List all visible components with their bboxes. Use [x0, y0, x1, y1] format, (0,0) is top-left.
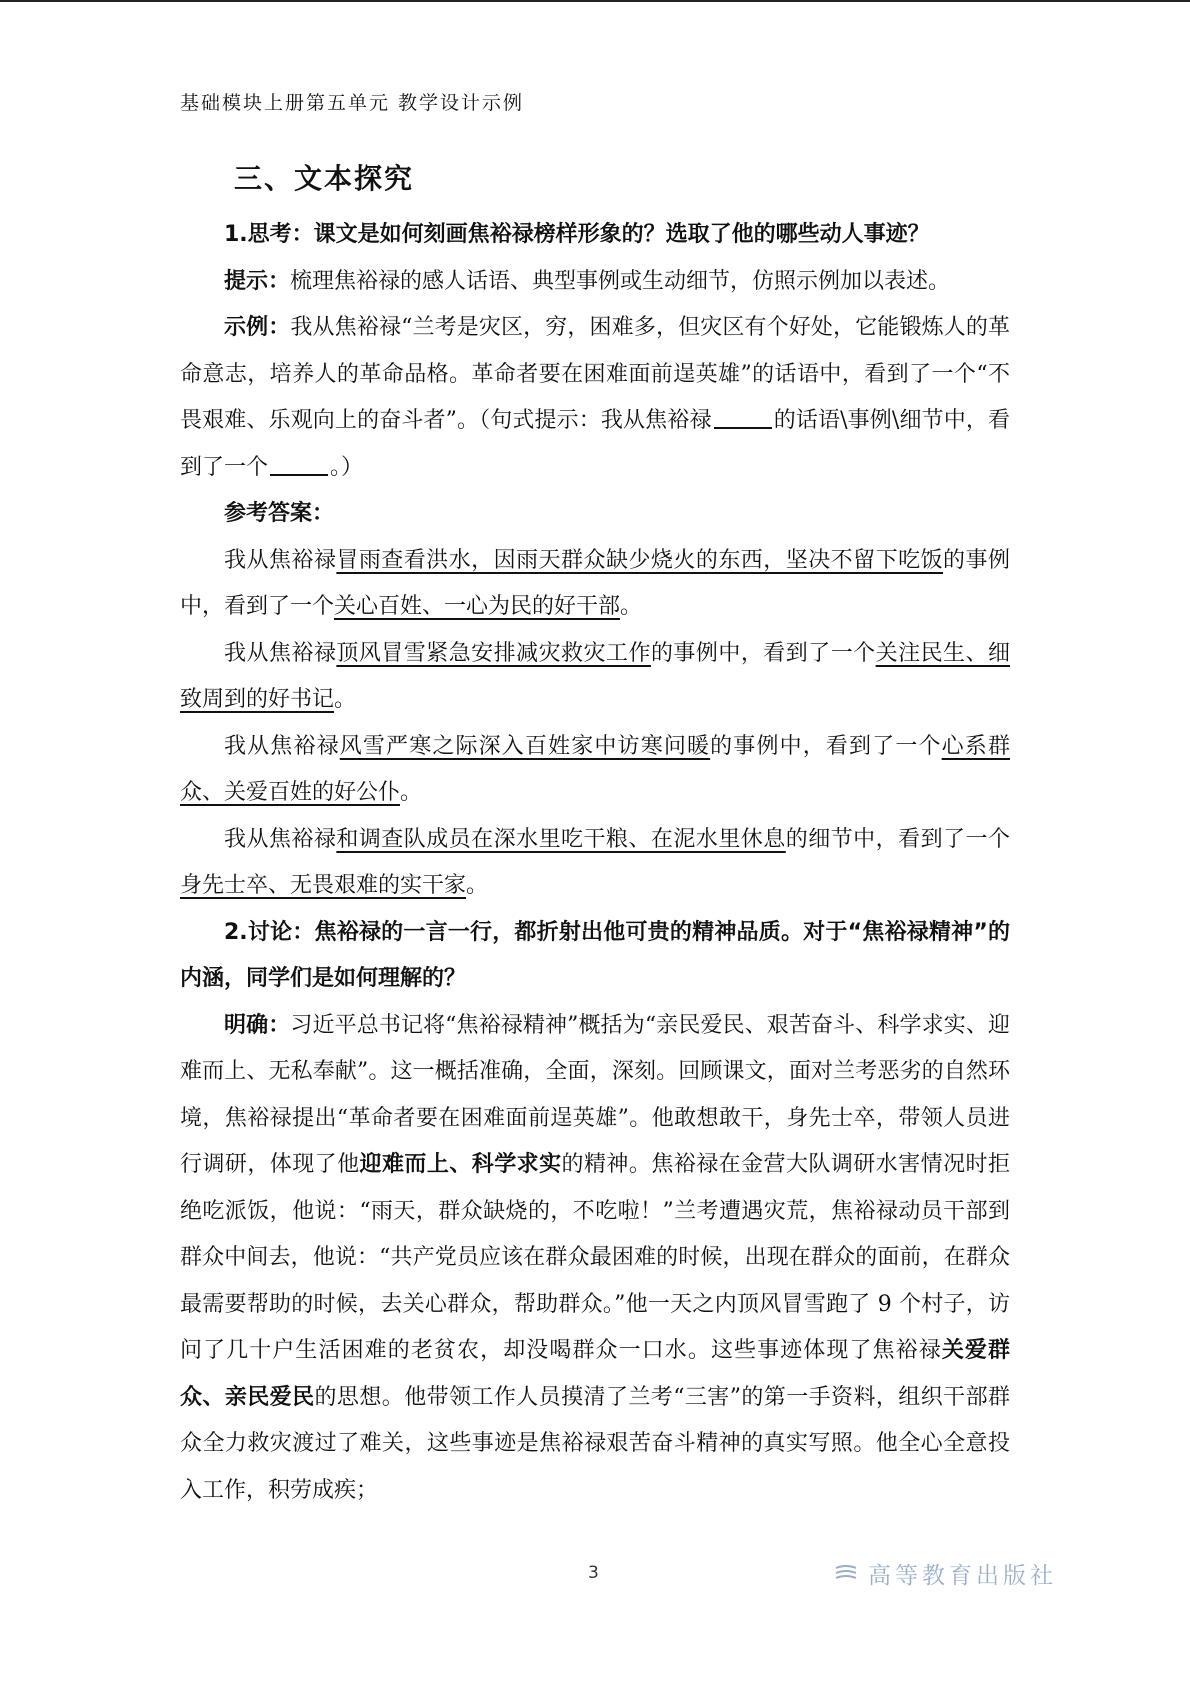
clarify-text: 的精神。焦裕禄在金营大队调研水害情况时拒绝吃派饭，他说：“雨天，群众缺烧的，不吃啦！”兰考遭遇灾荒，焦裕禄动员干部到群众中间去，他说：“共产党员应该在群众最困难的时候，出现在群众的面前，在群众最需要帮助的时候，去关心群众，帮助群众。”他一天之内顶风冒雪跑了 9 个村子，访问了几十户生活困难的老贫农，却没喝群众一口水。这些事迹体现了焦裕禄 [180, 1152, 1010, 1363]
hint-label: 提示： [224, 268, 291, 294]
publisher-logo-icon [834, 1564, 858, 1582]
clarify-text: 的思想。他带领工作人员摸清了兰考“三害”的第一手资料，组织干部群众全力救灾渡过了难关，这些事迹是焦裕禄艰苦奋斗精神的真实写照。他全心全意投入工作，积劳成疾； [180, 1384, 1010, 1503]
question-2: 2.讨论：焦裕禄的一言一行，都折射出他可贵的精神品质。对于“焦裕禄精神”的内涵，同学们是如何理解的？ [180, 919, 1010, 991]
answer-suffix: 。 [466, 873, 489, 898]
example-label: 示例： [224, 315, 291, 340]
running-header: 基础模块上册第五单元 教学设计示例 [180, 92, 525, 114]
clarify-label: 明确： [224, 1012, 291, 1038]
answer-deed: 和调查队成员在深水里吃干粮、在泥水里休息 [336, 826, 786, 852]
fill-blank [714, 405, 772, 429]
publisher-name: 高等教育出版社 [868, 1562, 1057, 1589]
answer-prefix: 我从焦裕禄 [224, 640, 337, 666]
answer-quality: 心系群众、关爱百姓的好公仆 [180, 733, 1010, 805]
answer-label: 参考答案： [224, 501, 335, 526]
clarify-text: 习近平总书记将“焦裕禄精神”概括为“亲民爱民、艰苦奋斗、科学求实、迎难而上、无私奉献”。这一概括准确，全面，深刻。回顾课文，面对兰考恶劣的自然环境，焦裕禄提出“革命者要在困难面前逞英雄”。他敢想敢干，身先士卒，带领人员进行调研，体现了他 [180, 1012, 1010, 1177]
example-mid: 的话语\事例\细节中，看到了一个 [180, 408, 1010, 480]
answer-item [180, 817, 1010, 910]
answer-middle: 的事例中，看到了一个 [180, 547, 1010, 619]
clarify-paragraph [180, 1003, 1010, 1515]
answer-prefix: 我从焦裕禄 [224, 826, 337, 852]
answer-middle: 的事例中，看到了一个 [710, 733, 942, 759]
page-number: 3 [588, 1563, 599, 1583]
question-1: 1.思考：课文是如何刻画焦裕禄榜样形象的？选取了他的哪些动人事迹？ [224, 222, 930, 247]
answer-suffix: 。 [620, 594, 643, 619]
answer-prefix: 我从焦裕禄 [224, 547, 337, 573]
answer-suffix: 。 [334, 687, 357, 712]
answer-deed: 顶风冒雪紧急安排减灾救灾工作 [336, 640, 651, 666]
answer-quality: 关心百姓、一心为民的好干部 [334, 594, 621, 619]
section-title: 三、文本探究 [234, 162, 415, 195]
example-end: 。） [330, 454, 364, 480]
fill-blank [270, 452, 328, 476]
example-text: 我从焦裕禄“兰考是灾区，穷，困难多，但灾区有个好处，它能锻炼人的革命意志，培养人的革命品格。革命者要在困难面前逞英雄”的话语中，看到了一个“不畏艰难、乐观向上的奋斗者”。（句式提示：我从焦裕禄 [180, 315, 1010, 433]
clarify-emphasis: 迎难而上、科学求实 [359, 1152, 562, 1177]
answer-middle: 的事例中，看到了一个 [650, 640, 876, 666]
clarify-emphasis: 关爱群众、亲民爱民 [180, 1338, 1010, 1410]
answer-quality: 关注民生、细致周到的好书记 [180, 640, 1010, 712]
document-body [180, 212, 1010, 1514]
answer-middle: 的细节中，看到了一个 [785, 826, 1010, 852]
example-paragraph [180, 305, 1010, 491]
answer-deed: 风雪严寒之际深入百姓家中访寒问暖 [339, 733, 711, 759]
answer-quality: 身先士卒、无畏艰难的实干家 [180, 873, 467, 898]
answer-deed: 冒雨查看洪水，因雨天群众缺少烧火的东西，坚决不留下吃饭 [336, 547, 944, 573]
hint-paragraph [180, 259, 1010, 306]
answer-item [180, 538, 1010, 631]
top-border-line [0, 0, 1190, 2]
answer-suffix: 。 [400, 780, 423, 805]
answer-item [180, 724, 1010, 817]
hint-text: 梳理焦裕禄的感人话语、典型事例或生动细节，仿照示例加以表述。 [290, 268, 951, 294]
answer-item [180, 631, 1010, 724]
answer-prefix: 我从焦裕禄 [224, 733, 340, 759]
publisher-mark [834, 1557, 1057, 1589]
